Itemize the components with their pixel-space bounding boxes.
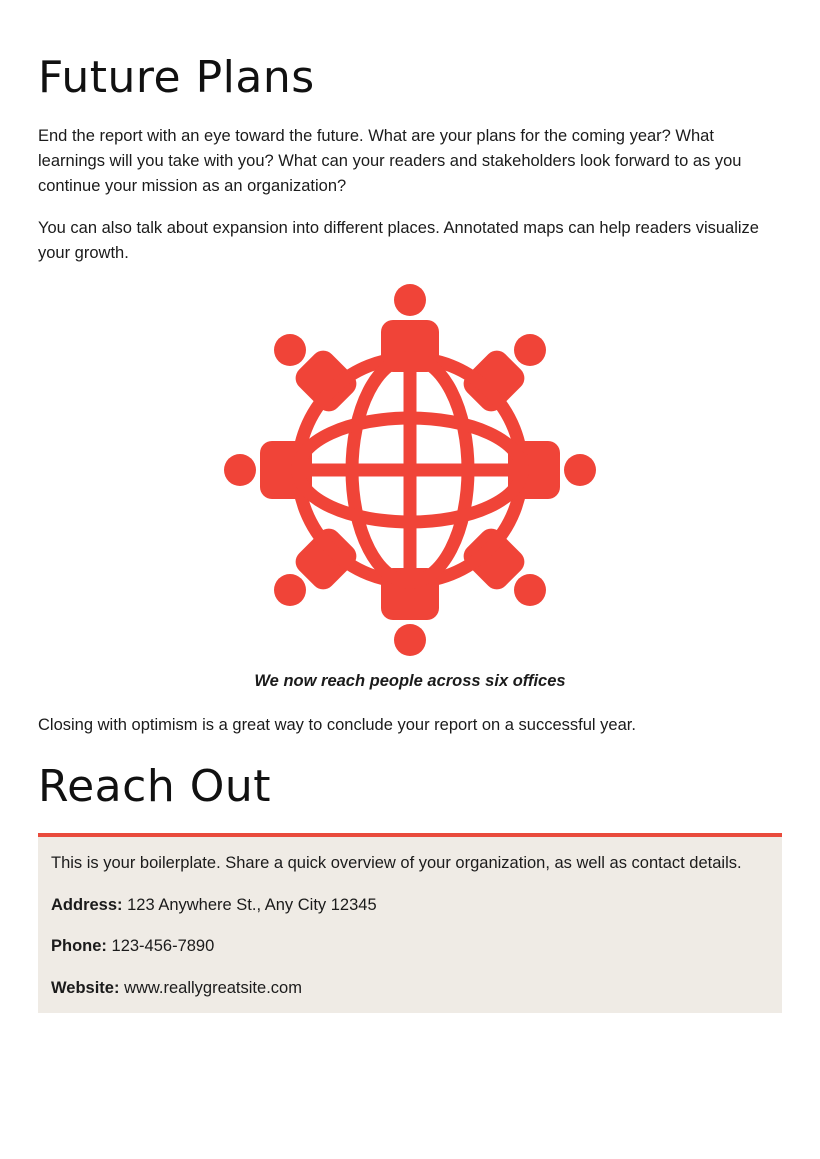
section-title-reach-out: Reach Out bbox=[38, 761, 271, 812]
website-row bbox=[51, 979, 302, 998]
contact-info-box bbox=[38, 833, 782, 1013]
globe-people-icon bbox=[223, 282, 597, 658]
address-row bbox=[51, 896, 377, 915]
expansion-paragraph: You can also talk about expansion into different places. Annotated maps can help readers visualize your growth. bbox=[38, 219, 759, 262]
website-value: www.reallygreatsite.com bbox=[124, 979, 302, 997]
phone-row bbox=[51, 937, 214, 956]
address-value: 123 Anywhere St., Any City 12345 bbox=[127, 896, 377, 914]
boilerplate-text: This is your boilerplate. Share a quick overview of your organization, as well as contact details. bbox=[51, 854, 742, 872]
intro-paragraph: End the report with an eye toward the future. What are your plans for the coming year? What learnings will you take with you? What can your readers and stakeholders look forward to as you continue your mission as an organization? bbox=[38, 127, 742, 195]
section-title-future-plans: Future Plans bbox=[38, 52, 315, 103]
website-label: Website: bbox=[51, 979, 120, 997]
address-label: Address: bbox=[51, 896, 123, 914]
closing-paragraph: Closing with optimism is a great way to conclude your report on a successful year. bbox=[38, 716, 636, 734]
phone-value: 123-456-7890 bbox=[111, 937, 215, 955]
phone-label: Phone: bbox=[51, 937, 107, 955]
figure-caption: We now reach people across six offices bbox=[254, 672, 566, 690]
